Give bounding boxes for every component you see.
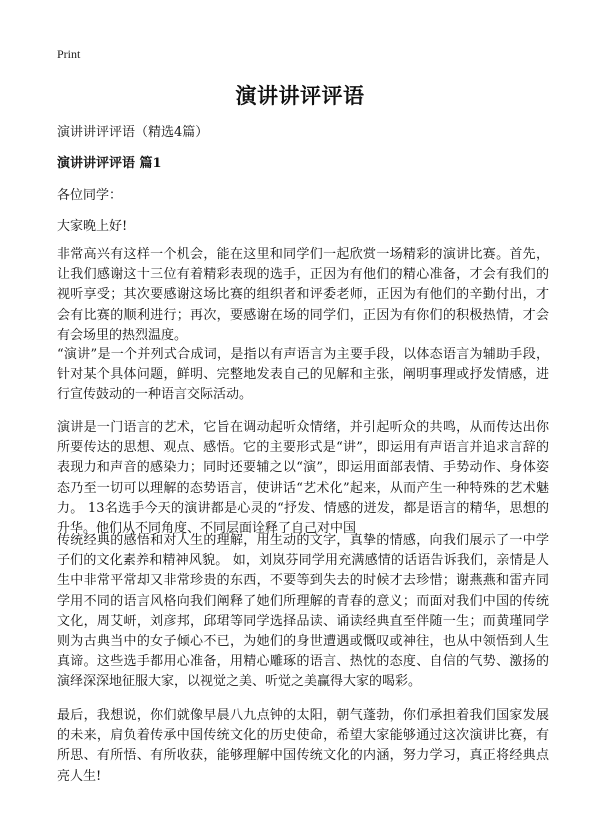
document-subtitle: 演讲讲评评语（精选4篇） [57,125,209,140]
salutation: 各位同学： [57,188,123,203]
section-heading: 演讲讲评评语 篇1 [57,156,162,171]
document-title: 演讲讲评评语 [235,83,365,108]
paragraph-1: 非常高兴有这样一个机会，能在这里和同学们一起欣赏一场精彩的演讲比赛。首先，让我们感谢这十三位有着精彩表现的选手，正因为有他们的精心准备，才会有我们的视听享受；其次要感谢这场比赛的组织者和评委老师，正因为有他们的辛勤付出，才会有比赛的顺利进行；再次，要感谢在场的同学们，正因为有你们的积极热情，才会有会场里的热烈温度。 [57,247,549,343]
paragraph-2: “演讲”是一个并列式合成词，是指以有声语言为主要手段，以体态语言为辅助手段，针对某个具体问题，鲜明、完整地发表自己的见解和主张，阐明事理或抒发情感，进行宣传鼓动的一种语言交际活动。 [57,347,549,403]
paragraph-5: 最后，我想说，你们就像早晨八九点钟的太阳，朝气蓬勃，你们承担着我们国家发展的未来，肩负着传承中国传统文化的历史使命，希望大家能够通过这次演讲比赛，有所思、有所悟、有所收获，能够理解中国传统文化的内涵，努力学习，真正将经典点亮人生! [57,708,549,784]
greeting: 大家晚上好! [57,219,128,234]
paragraph-4: 传统经典的感悟和对人生的理解，用生动的文字，真挚的情感，向我们展示了一中学子们的文化素养和精神风貌。 如，刘岚芬同学用充满感情的话语告诉我们，亲情是人生中非常平常却又非常珍贵的东西，不要等到失去的时候才去珍惜；谢燕燕和雷卉同学用不同的语言风格向我们阐释了她们所理解的青春的意义；而面对我们中国的传统文化，周艾岍，刘彦邦，邱珺等同学选择品读、诵读经典直至伴随一生；而黄瑾同学则为古典当中的女子倾心不已，为她们的身世遭遇或慨叹或神往，也从中领悟到人生真谛。这些选手都用心准备，用精心雕琢的语言、热忱的态度、自信的气势、激扬的演绎深深地征服大家，以视觉之美、听觉之美赢得大家的喝彩。 [57,533,549,690]
paragraph-3: 演讲是一门语言的艺术，它旨在调动起听众情绪，并引起听众的共鸣，从而传达出你所要传达的思想、观点、感悟。它的主要形式是“讲”，即运用有声语言并追求言辞的表现力和声音的感染力；同时还要辅之以“演”，即运用面部表情、手势动作、身体姿态乃至一切可以理解的态势语言，使讲话“艺术化”起来，从而产生一种特殊的艺术魅力。 13名选手今天的演讲都是心灵的“抒发、情感的迸发，都是语言的精华，思想的升华。他们从不同角度、不同层面诠释了自己对中国 [57,420,549,537]
print-link[interactable]: Print [57,47,81,61]
